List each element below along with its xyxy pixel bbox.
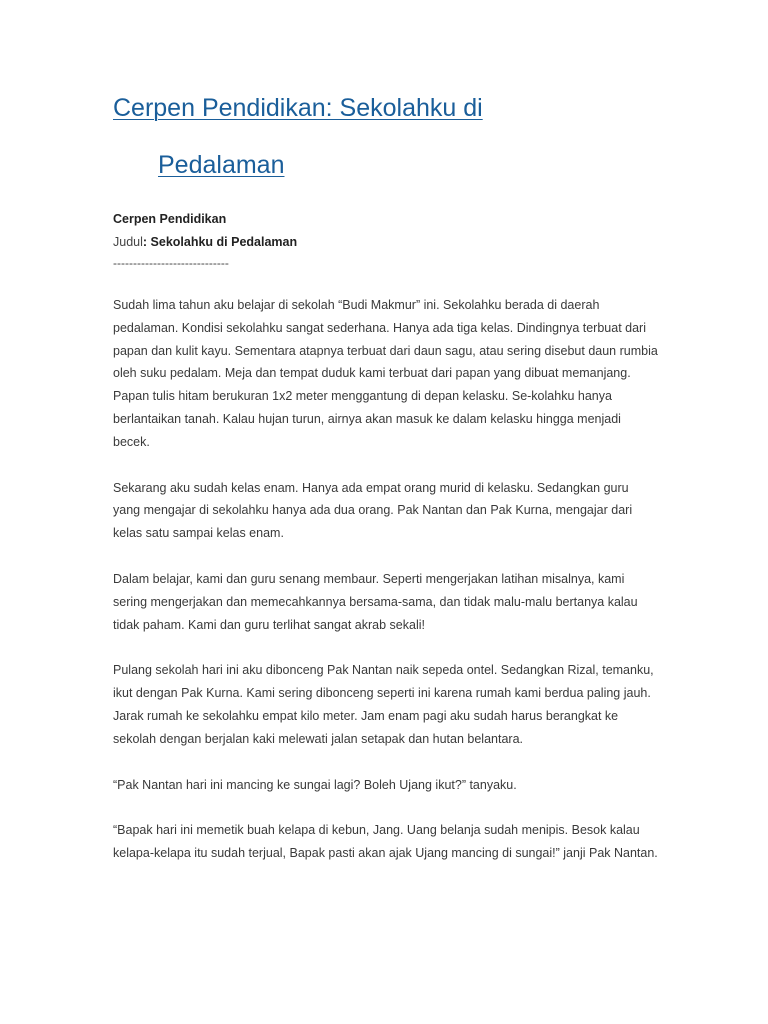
article-meta bbox=[113, 208, 658, 272]
story-paragraph: “Pak Nantan hari ini mancing ke sungai lagi? Boleh Ujang ikut?” tanyaku. bbox=[113, 777, 517, 792]
judul-value: : Sekolahku di Pedalaman bbox=[142, 235, 298, 249]
judul-line bbox=[113, 231, 658, 254]
title-link-line1[interactable]: Cerpen Pendidikan: Sekolahku di bbox=[113, 94, 483, 122]
story-paragraph: Dalam belajar, kami dan guru senang membaur. Seperti mengerjakan latihan misalnya, kami sering mengerjakan dan memecahkannya bersama-sama, dan tidak malu-malu bertanya kalau tidak paham. Kami dan guru terlihat sangat akrab sekali! bbox=[113, 571, 638, 632]
story-paragraph: “Bapak hari ini memetik buah kelapa di kebun, Jang. Uang belanja sudah menipis. Besok kalau kelapa-kelapa itu sudah terjual, Bapak pasti akan ajak Ujang mancing di sungai!” janji Pak Nantan. bbox=[113, 823, 658, 861]
document-page bbox=[113, 80, 658, 888]
story-paragraph: Sekarang aku sudah kelas enam. Hanya ada empat orang murid di kelasku. Sedangkan guru yang mengajar di sekolahku hanya ada dua orang. Pak Nantan dan Pak Kurna, mengajar dari kelas satu sampai kelas enam. bbox=[113, 480, 633, 541]
article-title bbox=[113, 80, 658, 194]
story-body bbox=[113, 294, 658, 865]
title-link-line2[interactable]: Pedalaman bbox=[158, 151, 285, 179]
judul-label: Judul bbox=[113, 235, 143, 249]
dashed-divider: ----------------------------- bbox=[113, 256, 229, 270]
story-paragraph: Sudah lima tahun aku belajar di sekolah “Budi Makmur” ini. Sekolahku berada di daerah pedalaman. Kondisi sekolahku sangat sederhana. Hanya ada tiga kelas. Dindingnya terbuat dari papan dan kulit kayu. Sementara atapnya terbuat dari daun sagu, atau sering disebut daun rumbia oleh suku pedalam. Meja dan tempat duduk kami terbuat dari papan yang dibuat memanjang. Papan tulis hitam berukuran 1x2 meter menggantung di depan kelasku. Se-kolahku hanya berlantaikan tanah. Kalau hujan turun, airnya akan masuk ke dalam kelasku hingga menjadi becek. bbox=[113, 298, 658, 449]
category-label: Cerpen Pendidikan bbox=[113, 212, 227, 226]
story-paragraph: Pulang sekolah hari ini aku dibonceng Pak Nantan naik sepeda ontel. Sedangkan Rizal, temanku, ikut dengan Pak Kurna. Kami sering dibonceng seperti ini karena rumah kami berdua paling jauh. Jarak rumah ke sekolahku empat kilo meter. Jam enam pagi aku sudah harus berangkat ke sekolah dengan berjalan kaki melewati jalan setapak dan hutan belantara. bbox=[113, 663, 654, 746]
